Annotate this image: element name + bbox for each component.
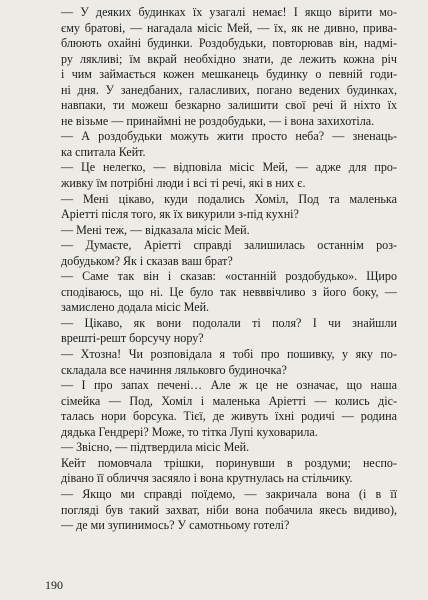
text-line: — У деяких будинках їх узагалі немає! І якщо вірити мо- [61,5,397,19]
text-line: врешті-решт борсучу нору? [61,331,204,346]
paragraph [48,378,397,440]
text-line: — де ми зупинимось? У самотньому готелі? [61,518,290,533]
paragraph [48,269,397,316]
text-line: добудьком? Як і сказав ваш брат? [61,253,233,268]
paragraph [48,160,397,191]
text-line: — Мені теж, — відказала місіс Мей. [61,222,250,237]
text-line: єму братові, — нагадала місіс Мей, — їх, як не дивно, прива- [61,20,397,35]
text-line: талась нори борсука. Тієї, де живуть їхні родичі — родина [61,409,397,424]
text-line: сподіваюсь, що ні. Це було так невввічливо з його боку, — [61,284,397,299]
text-line: сімейка — Под, Хоміл і маленька Аріетті — колись діс- [61,393,397,408]
page-text [48,5,397,534]
text-line: дівано її обличчя засяяло і вона крутнулась на стільчику. [61,471,353,486]
text-line: навпаки, ти можеш безкарно залишити свої речі й ніхто їх [61,98,397,113]
text-line: не візьме — принаймні не роздобудьки, — і вона захихотіла. [61,113,375,128]
paragraph [48,5,397,129]
text-line: — Саме так він і сказав: «останній роздобудько». Щиро [61,269,397,284]
text-line: — Якщо ми справді поїдемо, — закричала вона (і в її [61,486,397,501]
text-line: дядька Гендрері? Може, то тітка Лупі куховарила. [61,424,318,439]
page-number: 190 [45,578,63,592]
text-line: погляді був такий захват, ніби вона побачила якесь видиво), [61,502,397,517]
paragraph [48,456,397,487]
text-line: ка спитала Кейт. [61,144,146,159]
paragraph [48,487,397,534]
paragraph [48,440,397,456]
text-line: ру лякливі; їм вкрай необхідно знати, де лежить кожна річ [61,51,397,66]
text-line: — Це нелегко, — відповіла місіс Мей, — адже для про- [61,160,397,175]
paragraph [48,347,397,378]
text-line: живку їм потрібні люди і всі ті речі, які в них є. [61,176,306,191]
paragraph [48,316,397,347]
text-line: — Звісно, — підтвердила місіс Мей. [61,440,250,455]
text-line: Аріетті після того, як їх викурили з-під кухні? [61,207,299,222]
text-line: блюють охайні будинки. Роздобудьки, повторював він, надмі- [61,36,397,51]
text-line: — Мені цікаво, куди подались Хоміл, Под та маленька [61,191,397,206]
text-line: — І про запах печені… Але ж це не означає, що наша [61,378,397,393]
paragraph [48,223,397,239]
text-line: — Цікаво, як вони подолали ті поля? І чи знайшли [61,315,397,330]
text-line: Кейт помовчала трішки, поринувши в роздуми; неспо- [61,455,397,470]
paragraph [48,129,397,160]
paragraph [48,238,397,269]
text-line: — Хтозна! Чи розповідала я тобі про пошивку, у яку по- [61,347,397,362]
text-line: — Думаєте, Аріетті справді залишилась останнім роз- [61,238,397,253]
text-line: складала все начиння ляльковго будиночка? [61,362,287,377]
text-line: ні дня. У занедбаних, галасливих, погано ведених будинках, [61,82,397,97]
text-line: — А роздобудьки можуть жити просто неба? — зненаць- [61,129,397,144]
text-line: і чим займається кожен мешканець будинку о певній годи- [61,67,397,82]
text-line: замислено додала місіс Мей. [61,300,210,315]
paragraph [48,192,397,223]
